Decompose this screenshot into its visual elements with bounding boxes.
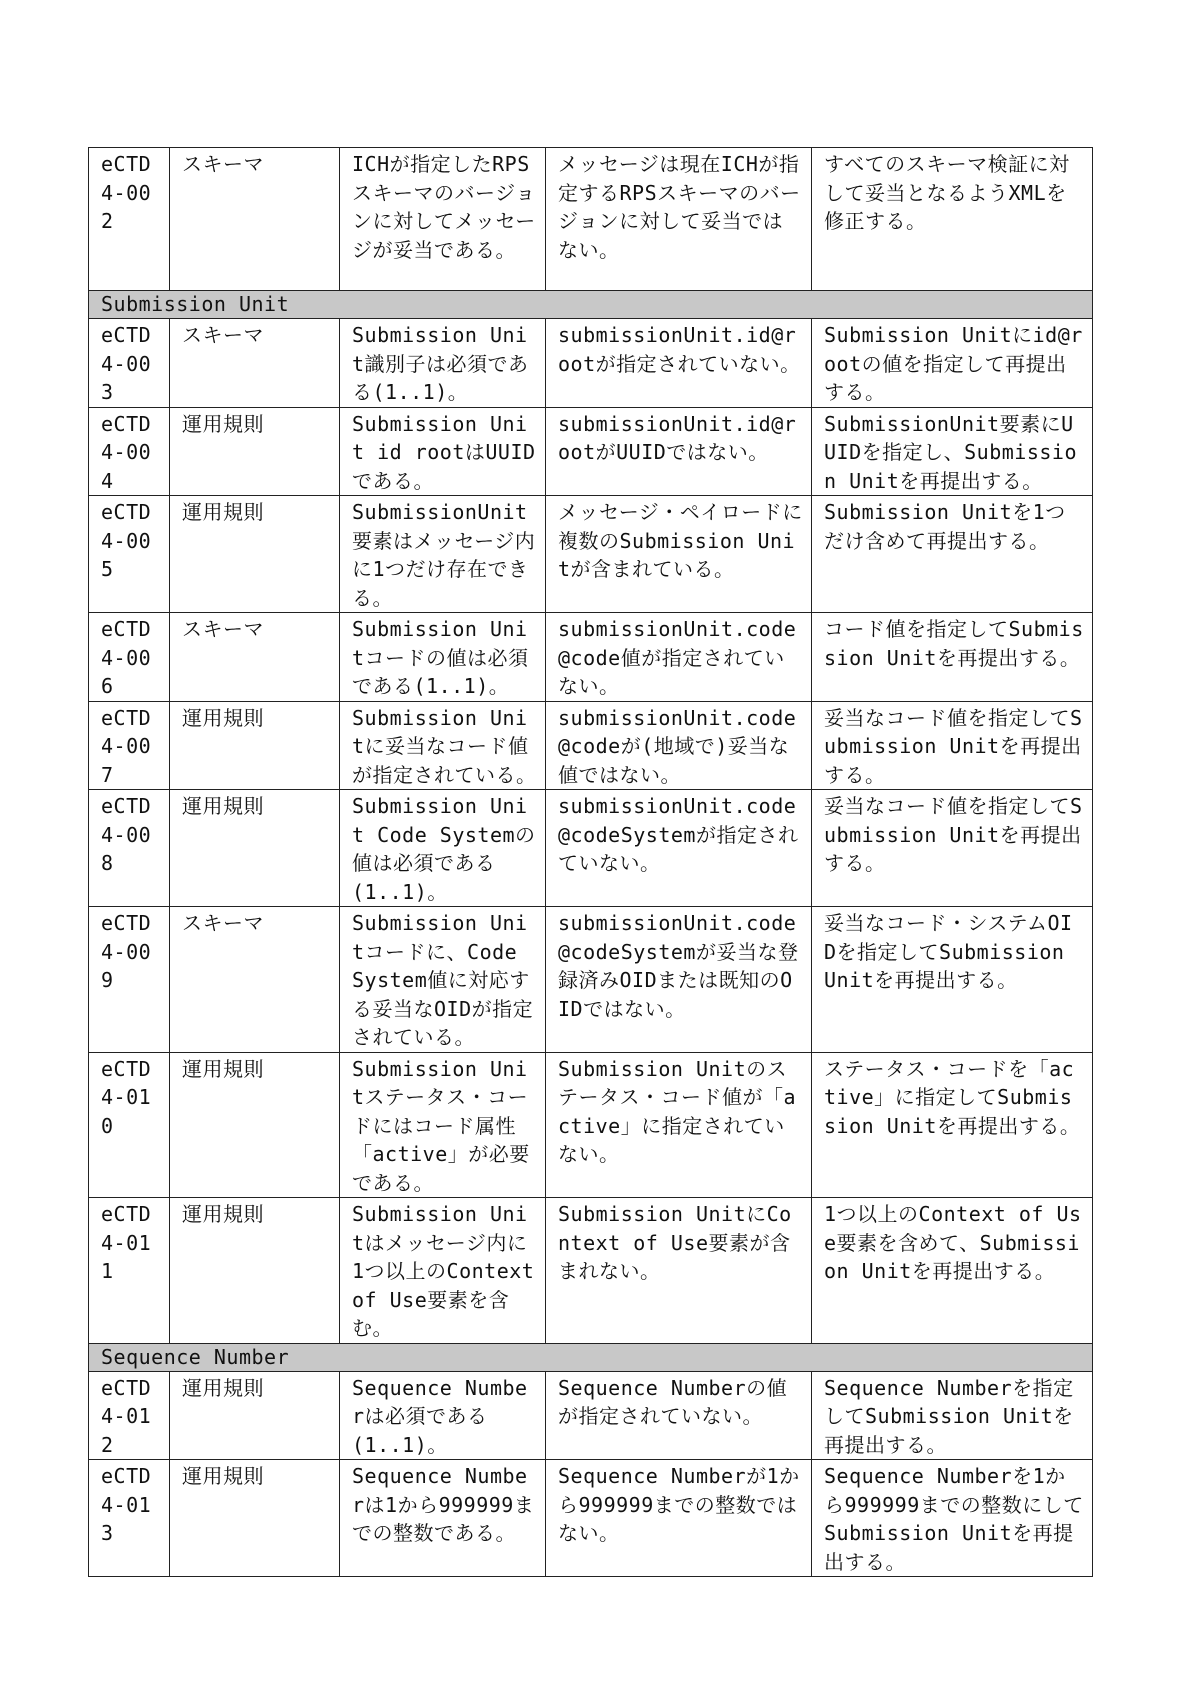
section-header-row	[89, 291, 1093, 319]
corrective-action-cell: 1つ以上のContext of Use要素を含めて、Submission Unitを再提出する。	[812, 1198, 1093, 1344]
rule-row	[89, 1198, 1093, 1344]
error-condition-cell: Sequence Numberの値が指定されていない。	[546, 1371, 812, 1460]
rule-id-cell: eCTD 4-012	[89, 1371, 170, 1460]
rule-id-cell: eCTD 4-010	[89, 1052, 170, 1198]
rule-category-cell: スキーマ	[170, 613, 340, 702]
error-condition-cell: submissionUnit.id@rootが指定されていない。	[546, 319, 812, 408]
rule-id-cell: eCTD 4-003	[89, 319, 170, 408]
rule-description-cell: Submission Unitコードの値は必須である(1..1)。	[340, 613, 546, 702]
rule-category-cell: スキーマ	[170, 907, 340, 1053]
rule-description-cell: ICHが指定したRPSスキーマのバージョンに対してメッセージが妥当である。	[340, 148, 546, 291]
section-header-row	[89, 1343, 1093, 1371]
rule-description-cell: Sequence Numberは1から999999までの整数である。	[340, 1460, 546, 1577]
rule-category-cell: 運用規則	[170, 496, 340, 613]
rule-description-cell: Submission Unit Code Systemの値は必須である(1..1)。	[340, 790, 546, 907]
rule-row	[89, 613, 1093, 702]
rule-row	[89, 496, 1093, 613]
rule-row	[89, 790, 1093, 907]
rule-id-cell: eCTD 4-013	[89, 1460, 170, 1577]
error-condition-cell: Submission UnitにContext of Use要素が含まれない。	[546, 1198, 812, 1344]
rule-category-cell: スキーマ	[170, 319, 340, 408]
rule-category-cell: 運用規則	[170, 1052, 340, 1198]
rule-row	[89, 1460, 1093, 1577]
rule-id-cell: eCTD 4-004	[89, 407, 170, 496]
rule-category-cell: 運用規則	[170, 790, 340, 907]
rule-description-cell: Submission Unitはメッセージ内に1つ以上のContext of Use要素を含む。	[340, 1198, 546, 1344]
rule-description-cell: Submission Unitに妥当なコード値が指定されている。	[340, 701, 546, 790]
corrective-action-cell: Submission Unitを1つだけ含めて再提出する。	[812, 496, 1093, 613]
error-condition-cell: Submission Unitのステータス・コード値が「active」に指定されていない。	[546, 1052, 812, 1198]
corrective-action-cell: 妥当なコード・システムOIDを指定してSubmission Unitを再提出する。	[812, 907, 1093, 1053]
rule-row	[89, 407, 1093, 496]
rule-description-cell: Sequence Numberは必須である(1..1)。	[340, 1371, 546, 1460]
error-condition-cell: submissionUnit.code@codeが(地域で)妥当な値ではない。	[546, 701, 812, 790]
rule-row	[89, 701, 1093, 790]
rule-id-cell: eCTD 4-007	[89, 701, 170, 790]
error-condition-cell: メッセージは現在ICHが指定するRPSスキーマのバージョンに対して妥当ではない。	[546, 148, 812, 291]
rule-id-cell: eCTD 4-009	[89, 907, 170, 1053]
rule-description-cell: Submission Unitコードに、Code System値に対応する妥当なOIDが指定されている。	[340, 907, 546, 1053]
rule-description-cell: SubmissionUnit要素はメッセージ内に1つだけ存在できる。	[340, 496, 546, 613]
error-condition-cell: submissionUnit.code@codeSystemが妥当な登録済みOIDまたは既知のOIDではない。	[546, 907, 812, 1053]
error-condition-cell: メッセージ・ペイロードに複数のSubmission Unitが含まれている。	[546, 496, 812, 613]
rule-category-cell: 運用規則	[170, 1460, 340, 1577]
section-title: Sequence Number	[89, 1343, 1093, 1371]
error-condition-cell: submissionUnit.code@code値が指定されていない。	[546, 613, 812, 702]
corrective-action-cell: すべてのスキーマ検証に対して妥当となるようXMLを修正する。	[812, 148, 1093, 291]
error-condition-cell: submissionUnit.id@rootがUUIDではない。	[546, 407, 812, 496]
validation-rules-body	[89, 148, 1093, 1577]
corrective-action-cell: 妥当なコード値を指定してSubmission Unitを再提出する。	[812, 701, 1093, 790]
rule-category-cell: 運用規則	[170, 701, 340, 790]
corrective-action-cell: Submission Unitにid@rootの値を指定して再提出する。	[812, 319, 1093, 408]
rule-id-cell: eCTD 4-011	[89, 1198, 170, 1344]
corrective-action-cell: Sequence Numberを指定してSubmission Unitを再提出する。	[812, 1371, 1093, 1460]
corrective-action-cell: Sequence Numberを1から999999までの整数にしてSubmission Unitを再提出する。	[812, 1460, 1093, 1577]
validation-rules-table	[88, 147, 1093, 1577]
corrective-action-cell: 妥当なコード値を指定してSubmission Unitを再提出する。	[812, 790, 1093, 907]
rule-description-cell: Submission Unit id rootはUUIDである。	[340, 407, 546, 496]
rule-id-cell: eCTD 4-006	[89, 613, 170, 702]
rule-row	[89, 148, 1093, 291]
corrective-action-cell: コード値を指定してSubmission Unitを再提出する。	[812, 613, 1093, 702]
error-condition-cell: Sequence Numberが1から999999までの整数ではない。	[546, 1460, 812, 1577]
rule-id-cell: eCTD 4-005	[89, 496, 170, 613]
rule-description-cell: Submission Unitステータス・コードにはコード属性「active」が必要である。	[340, 1052, 546, 1198]
rule-row	[89, 1371, 1093, 1460]
rule-id-cell: eCTD 4-002	[89, 148, 170, 291]
rule-category-cell: 運用規則	[170, 1371, 340, 1460]
rule-id-cell: eCTD 4-008	[89, 790, 170, 907]
rule-category-cell: 運用規則	[170, 1198, 340, 1344]
rule-category-cell: 運用規則	[170, 407, 340, 496]
rule-row	[89, 907, 1093, 1053]
rule-category-cell: スキーマ	[170, 148, 340, 291]
error-condition-cell: submissionUnit.code@codeSystemが指定されていない。	[546, 790, 812, 907]
corrective-action-cell: ステータス・コードを「active」に指定してSubmission Unitを再提出する。	[812, 1052, 1093, 1198]
corrective-action-cell: SubmissionUnit要素にUUIDを指定し、Submission Unitを再提出する。	[812, 407, 1093, 496]
rule-row	[89, 1052, 1093, 1198]
section-title: Submission Unit	[89, 291, 1093, 319]
rule-description-cell: Submission Unit識別子は必須である(1..1)。	[340, 319, 546, 408]
rule-row	[89, 319, 1093, 408]
